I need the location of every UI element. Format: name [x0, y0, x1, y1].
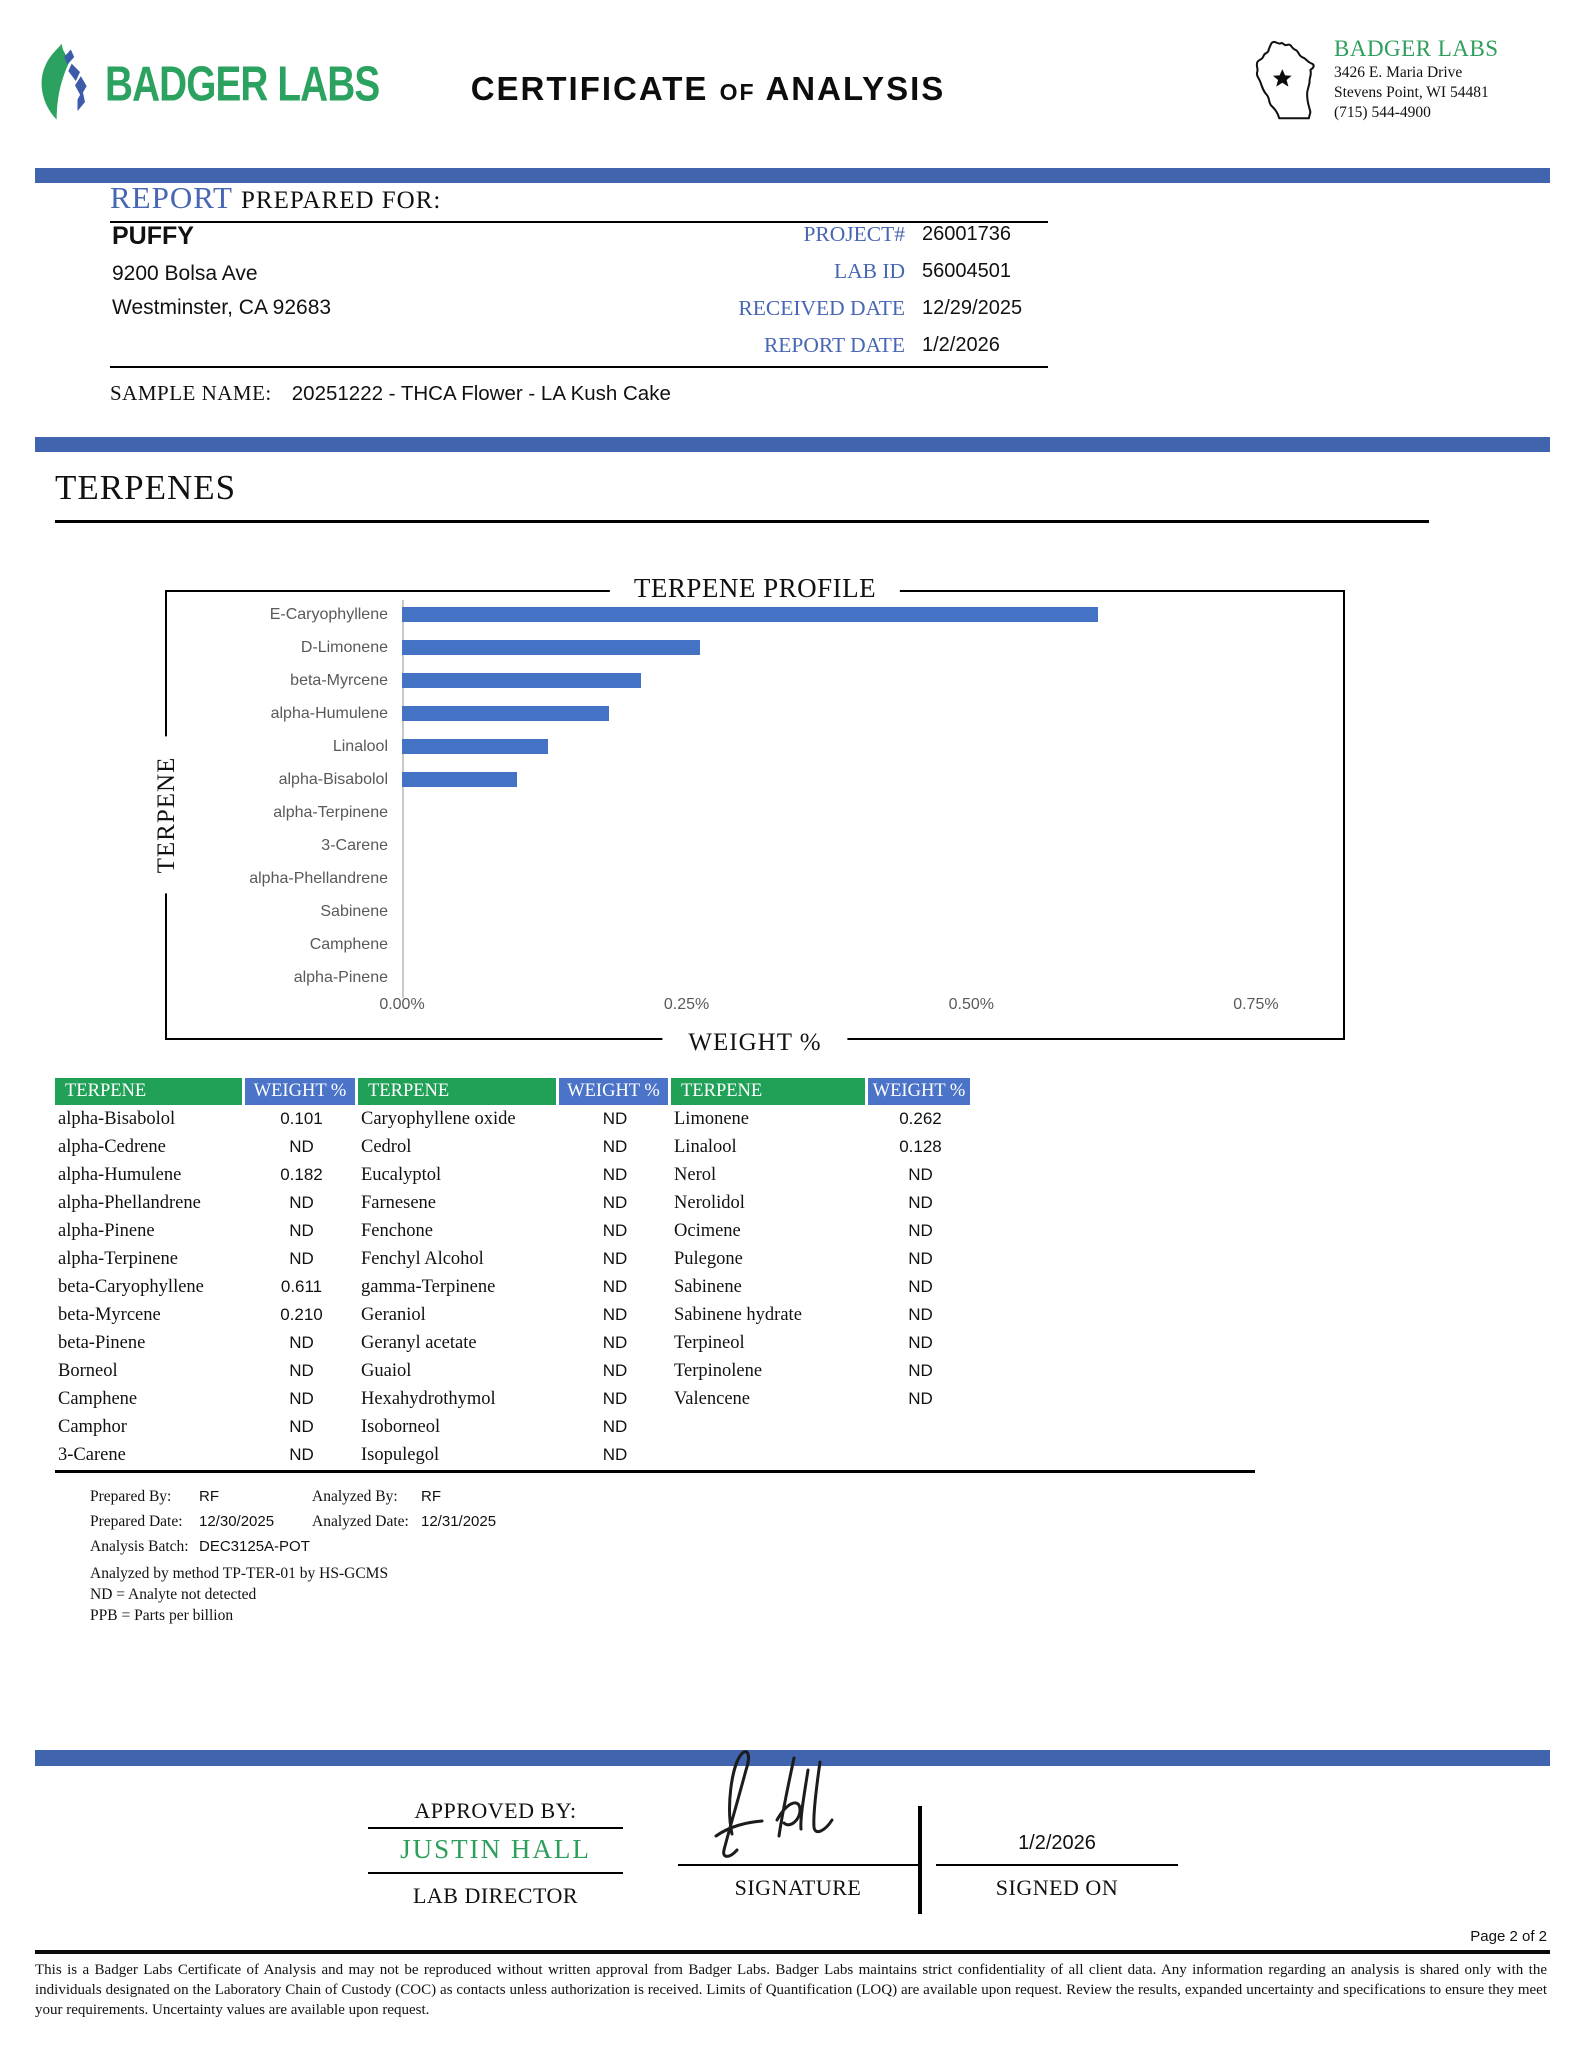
received-date-label: RECEIVED DATE: [738, 296, 905, 320]
approved-by-column: [368, 1798, 623, 1909]
chart-row: [167, 664, 1343, 697]
chart-y-axis-label: TERPENE: [153, 737, 181, 894]
analysis-notes: [90, 1484, 496, 1626]
terpene-weight-cell: [868, 1413, 973, 1441]
chart-bar-track: [402, 739, 1343, 754]
chart-x-tick-label: 0.50%: [948, 996, 994, 1013]
project-number-value: 26001736: [922, 223, 1011, 245]
field-row-lab-id: [560, 259, 1040, 296]
approval-block: [368, 1798, 1178, 1909]
terpene-weight-cell: ND: [602, 1165, 628, 1184]
terpene-name-cell: alpha-Phellandrene: [58, 1193, 201, 1213]
lab-id-label: LAB ID: [833, 259, 905, 283]
chart-x-tick-label: 0.25%: [663, 996, 710, 1013]
terpene-name-cell: Hexahydrothymol: [361, 1389, 496, 1409]
chart-bar-track: [402, 970, 1343, 985]
field-row-report-date: [560, 333, 1040, 370]
terpene-weight-cell: ND: [289, 1361, 314, 1380]
terpene-name-cell: Guaiol: [361, 1361, 412, 1381]
terpene-profile-chart: [153, 573, 1345, 1056]
lab-address-card: [1248, 34, 1548, 131]
terpene-weight-cell: ND: [602, 1277, 628, 1296]
leaf-logo-icon: [35, 42, 95, 127]
terpene-weight-cell: ND: [602, 1221, 628, 1240]
terpene-weight-cell: ND: [908, 1193, 933, 1212]
terpene-name-cell: Eucalyptol: [361, 1165, 442, 1185]
project-number-label: PROJECT#: [803, 222, 905, 246]
chart-row: [167, 829, 1343, 862]
chart-bar: [402, 706, 609, 721]
terpene-name-cell: Limonene: [674, 1109, 750, 1129]
chart-ticks: [167, 996, 1343, 1020]
prepared-date-value: 12/30/2025: [199, 1513, 275, 1530]
chart-bar-track: [402, 706, 1343, 721]
signed-on-line: [936, 1798, 1178, 1866]
chart-bar-track: [402, 871, 1343, 886]
chart-row: [167, 631, 1343, 664]
terpene-name-cell: 3-Carene: [58, 1445, 126, 1465]
terpene-name-cell: Terpinolene: [674, 1361, 763, 1381]
table-header-terpene: TERPENE: [55, 1078, 245, 1105]
terpene-weight-cell: 0.101: [280, 1109, 323, 1128]
approver-title: LAB DIRECTOR: [412, 1883, 579, 1908]
chart-rows: [167, 598, 1343, 994]
chart-bar: [402, 772, 517, 787]
chart-row: [167, 697, 1343, 730]
brand-logo: [35, 42, 417, 127]
table-header-weight: WEIGHT %: [559, 1078, 671, 1105]
field-row-project: [560, 222, 1040, 259]
chart-category-label: beta-Myrcene: [290, 671, 388, 689]
lab-phone: (715) 544-4900: [1334, 104, 1431, 122]
terpene-weight-cell: ND: [289, 1333, 314, 1352]
chart-category-label: alpha-Pinene: [293, 968, 388, 986]
lab-name: BADGER LABS: [1334, 36, 1499, 61]
chart-category-label: E-Caryophyllene: [269, 605, 388, 623]
chart-title: TERPENE PROFILE: [610, 573, 900, 604]
terpene-name-cell: Pulegone: [674, 1249, 743, 1269]
terpene-weight-cell: ND: [908, 1249, 933, 1268]
terpene-table: [55, 1078, 973, 1469]
terpene-weight-cell: ND: [602, 1445, 628, 1464]
table-header-weight: WEIGHT %: [245, 1078, 358, 1105]
report-date-label: REPORT DATE: [763, 333, 905, 357]
prepared-by-value: RF: [199, 1488, 219, 1505]
chart-x-tick-label: 0.75%: [1233, 996, 1279, 1013]
terpene-weight-cell: ND: [289, 1221, 314, 1240]
sample-name-label: SAMPLE NAME:: [110, 381, 272, 405]
terpene-name-cell: Isoborneol: [361, 1417, 441, 1437]
chart-bar-track: [402, 805, 1343, 820]
chart-row: [167, 862, 1343, 895]
prepared-date-label: Prepared Date:: [90, 1512, 183, 1530]
terpene-weight-cell: ND: [602, 1137, 628, 1156]
terpene-weight-cell: ND: [908, 1333, 933, 1352]
analyzed-date-label: Analyzed Date:: [312, 1512, 409, 1530]
report-heading-accent: REPORT: [110, 180, 233, 215]
chart-bar-track: [402, 772, 1343, 787]
chart-row: [167, 730, 1343, 763]
terpene-name-cell: beta-Caryophyllene: [58, 1277, 204, 1297]
terpene-weight-cell: ND: [289, 1389, 314, 1408]
terpene-name-cell: Geraniol: [361, 1305, 426, 1325]
terpene-name-cell: Camphor: [58, 1417, 127, 1437]
terpene-weight-cell: ND: [908, 1221, 933, 1240]
lab-address-line1: 3426 E. Maria Drive: [1334, 64, 1463, 82]
chart-category-label: Sabinene: [320, 902, 388, 920]
terpene-name-cell: Valencene: [674, 1389, 751, 1409]
sample-name-value: 20251222 - THCA Flower - LA Kush Cake: [291, 382, 671, 405]
approved-by-label: APPROVED BY:: [368, 1798, 623, 1829]
terpene-name-cell: alpha-Terpinene: [58, 1249, 178, 1269]
terpene-weight-cell: ND: [602, 1417, 628, 1436]
terpene-name-cell: Linalool: [674, 1137, 737, 1157]
chart-bar-track: [402, 937, 1343, 952]
client-name: PUFFY: [112, 222, 194, 250]
chart-bar: [402, 607, 1098, 622]
method-note: Analyzed by method TP-TER-01 by HS-GCMS: [90, 1565, 389, 1582]
terpene-name-cell: Caryophyllene oxide: [361, 1109, 516, 1129]
terpene-weight-cell: ND: [602, 1333, 628, 1352]
terpene-name-cell: Cedrol: [361, 1137, 412, 1157]
prepared-analyzed-by-row: [90, 1484, 496, 1509]
table-bottom-rule: [55, 1470, 1255, 1473]
terpene-weight-cell: ND: [289, 1193, 314, 1212]
chart-row: [167, 763, 1343, 796]
sample-name-row: [110, 366, 1048, 406]
terpene-table-grid: [55, 1078, 973, 1469]
terpene-name-cell: alpha-Bisabolol: [58, 1109, 176, 1129]
terpene-name-cell: Isopulegol: [361, 1445, 440, 1465]
approval-vertical-divider: [918, 1806, 922, 1914]
brand-name: BADGER LABS: [105, 56, 380, 112]
signed-on-date: 1/2/2026: [1018, 1832, 1096, 1854]
signature-column: [678, 1798, 918, 1909]
chart-category-label: D-Limonene: [300, 638, 388, 656]
terpene-weight-cell: 0.128: [899, 1137, 942, 1156]
signature-label: SIGNATURE: [734, 1875, 862, 1900]
header: [35, 34, 1548, 166]
chart-category-label: alpha-Terpinene: [273, 803, 388, 821]
signed-on-column: [936, 1798, 1178, 1909]
terpene-name-cell: Camphene: [58, 1389, 138, 1409]
terpene-name-cell: alpha-Cedrene: [58, 1137, 166, 1157]
chart-bar-track: [402, 838, 1343, 853]
terpene-weight-cell: ND: [908, 1305, 933, 1324]
chart-category-label: Camphene: [309, 935, 388, 953]
analysis-batch-label: Analysis Batch:: [90, 1537, 189, 1555]
chart-category-label: alpha-Bisabolol: [278, 770, 388, 788]
terpene-weight-cell: ND: [908, 1361, 933, 1380]
analysis-batch-value: DEC3125A-POT: [199, 1538, 310, 1555]
terpene-weight-cell: ND: [908, 1165, 933, 1184]
terpene-name-cell: [671, 1413, 868, 1441]
chart-bar-track: [402, 904, 1343, 919]
analyzed-date-value: 12/31/2025: [421, 1513, 497, 1530]
client-address-line2: Westminster, CA 92683: [112, 296, 332, 319]
terpene-name-cell: beta-Pinene: [58, 1333, 146, 1353]
chart-category-label: alpha-Humulene: [270, 704, 388, 722]
nd-note: ND = Analyte not detected: [90, 1586, 257, 1603]
analyzed-by-value: RF: [421, 1488, 441, 1505]
chart-row: [167, 928, 1343, 961]
field-row-received-date: [560, 296, 1040, 333]
terpene-weight-cell: 0.210: [280, 1305, 323, 1324]
terpene-weight-cell: ND: [602, 1305, 628, 1324]
footer-rule: [35, 1950, 1550, 1954]
chart-x-axis-label: WEIGHT %: [662, 1029, 847, 1057]
section-title-terpenes: TERPENES: [55, 468, 1429, 523]
chart-category-label: 3-Carene: [321, 836, 388, 854]
divider-bar: [35, 437, 1550, 452]
prepared-by-label: Prepared By:: [90, 1487, 172, 1505]
terpene-weight-cell: 0.262: [899, 1109, 942, 1128]
terpene-name-cell: [671, 1441, 868, 1469]
table-header-terpene: TERPENE: [671, 1078, 868, 1105]
terpene-weight-cell: ND: [908, 1277, 933, 1296]
table-header-terpene: TERPENE: [358, 1078, 559, 1105]
chart-row: [167, 961, 1343, 994]
terpene-name-cell: beta-Myrcene: [58, 1305, 161, 1325]
chart-bar-track: [402, 673, 1343, 688]
chart-category-label: Linalool: [332, 737, 388, 755]
report-heading-rest: PREPARED FOR:: [241, 187, 442, 214]
chart-row: [167, 598, 1343, 631]
terpene-name-cell: gamma-Terpinene: [361, 1277, 496, 1297]
terpene-weight-cell: 0.182: [280, 1165, 323, 1184]
analyzed-by-label: Analyzed By:: [312, 1487, 398, 1505]
terpene-weight-cell: ND: [289, 1137, 314, 1156]
terpene-weight-cell: ND: [289, 1445, 314, 1464]
terpene-weight-cell: ND: [289, 1417, 314, 1436]
signature-line: [678, 1798, 918, 1866]
table-header-weight: WEIGHT %: [868, 1078, 973, 1105]
terpene-name-cell: alpha-Pinene: [58, 1221, 155, 1241]
chart-x-tick-label: 0.00%: [379, 996, 425, 1013]
client-address-line1: 9200 Bolsa Ave: [112, 262, 258, 285]
lab-id-value: 56004501: [922, 260, 1011, 282]
terpene-name-cell: Fenchone: [361, 1221, 433, 1241]
terpene-name-cell: Farnesene: [361, 1193, 436, 1213]
analysis-batch-row: [90, 1534, 496, 1559]
terpene-weight-cell: ND: [289, 1249, 314, 1268]
chart-bar: [402, 673, 641, 688]
terpene-weight-cell: ND: [602, 1109, 628, 1128]
page-number: Page 2 of 2: [1470, 1928, 1547, 1945]
prepared-analyzed-date-row: [90, 1509, 496, 1534]
approver-name: JUSTIN HALL: [368, 1829, 623, 1874]
client-block: [112, 222, 331, 328]
terpene-weight-cell: ND: [602, 1389, 628, 1408]
page-title: CERTIFICATE of ANALYSIS: [470, 70, 946, 107]
terpene-weight-cell: ND: [602, 1193, 628, 1212]
terpene-name-cell: Ocimene: [674, 1221, 741, 1241]
terpene-name-cell: Sabinene: [674, 1277, 742, 1297]
terpene-weight-cell: ND: [602, 1361, 628, 1380]
report-fields: [560, 222, 1040, 370]
terpene-name-cell: Fenchyl Alcohol: [361, 1249, 484, 1269]
chart-bar: [402, 739, 548, 754]
terpene-weight-cell: [868, 1441, 973, 1469]
lab-address-line2: Stevens Point, WI 54481: [1334, 84, 1489, 102]
terpene-name-cell: alpha-Humulene: [58, 1165, 182, 1185]
terpene-name-cell: Sabinene hydrate: [674, 1305, 802, 1325]
chart-row: [167, 895, 1343, 928]
received-date-value: 12/29/2025: [922, 297, 1023, 319]
report-date-value: 1/2/2026: [922, 334, 1000, 356]
chart-row: [167, 796, 1343, 829]
report-heading: [110, 180, 1048, 223]
terpene-name-cell: Nerol: [674, 1165, 717, 1185]
terpene-weight-cell: ND: [908, 1389, 933, 1408]
chart-bar: [402, 640, 700, 655]
ppb-note: PPB = Parts per billion: [90, 1607, 234, 1624]
terpene-name-cell: Nerolidol: [674, 1193, 745, 1213]
signed-on-label: SIGNED ON: [995, 1875, 1119, 1900]
chart-bar-track: [402, 607, 1343, 622]
approver-signature-image: [696, 1738, 896, 1868]
wisconsin-map-icon: [1248, 34, 1326, 131]
terpene-name-cell: Borneol: [58, 1361, 118, 1381]
terpene-name-cell: Terpineol: [674, 1333, 745, 1353]
disclaimer-text: This is a Badger Labs Certificate of Analysis and may not be reproduced without written approval from Badger Labs. Badger Labs maintains strict confidentiality of all client data. Any information regarding an analysis is shared only with the individuals designated on the Laboratory Chain of Custody (COC) as contacts unless authorization is received. Limits of Quantification (LOQ) are available upon request. Review the results, expanded uncertainty and specifications to ensure they meet your requirements. Uncertainty values are available upon request.: [35, 1962, 1547, 2019]
terpene-weight-cell: ND: [602, 1249, 628, 1268]
chart-bar-track: [402, 640, 1343, 655]
terpene-weight-cell: 0.611: [280, 1277, 323, 1296]
terpene-name-cell: Geranyl acetate: [361, 1333, 477, 1353]
chart-category-label: alpha-Phellandrene: [249, 869, 388, 887]
